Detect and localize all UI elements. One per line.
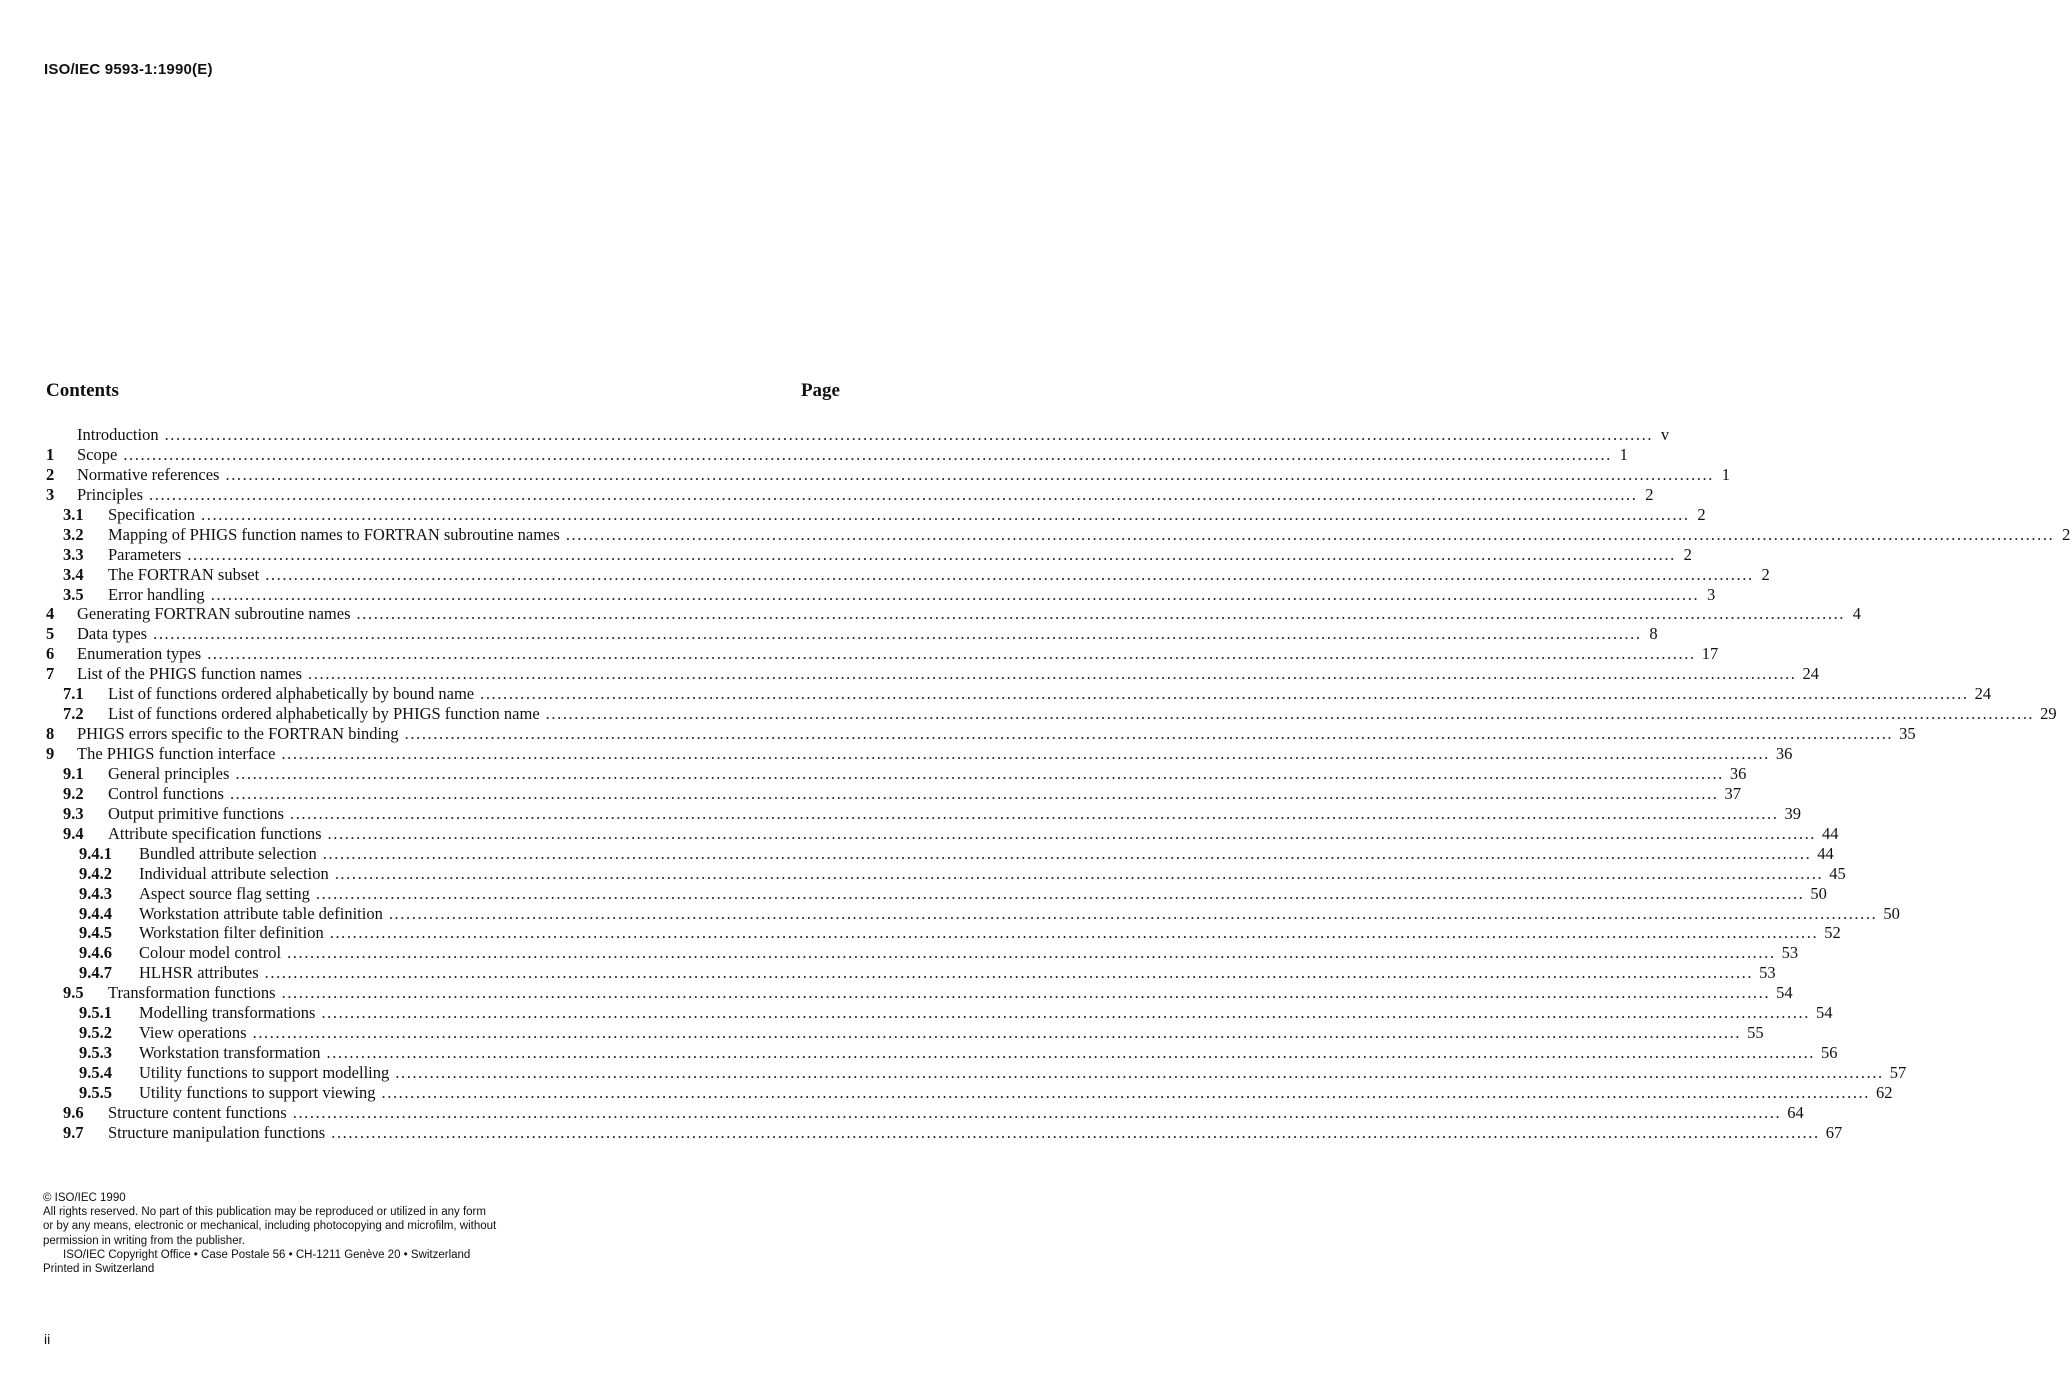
toc-entry-page: 3 — [1706, 584, 1716, 604]
toc-entry[interactable] — [46, 724, 1916, 744]
toc-entry-number: 9.4.4 — [79, 903, 112, 923]
dot-leader: .................................................................................................................................................................................................................................................................... — [356, 604, 1846, 624]
toc-entry-page: 37 — [1724, 783, 1741, 803]
toc-entry-title: Enumeration types — [77, 644, 207, 664]
toc-entry-number: 7.2 — [63, 704, 84, 724]
page-column-label: Page — [800, 380, 840, 401]
dot-leader: .................................................................................................................................................................................................................................................................... — [235, 763, 1724, 783]
toc-entry[interactable] — [46, 484, 1654, 505]
toc-entry-number: 9.3 — [63, 803, 84, 823]
toc-entry-number: 2 — [46, 464, 55, 484]
toc-entry-number: 1 — [46, 444, 55, 464]
toc-entry-title: Bundled attribute selection — [139, 844, 323, 864]
toc-entry[interactable] — [46, 444, 1628, 465]
toc-entry-title: Workstation filter definition — [139, 923, 330, 943]
toc-entry-title: List of the PHIGS function names — [77, 664, 308, 684]
toc-entry[interactable] — [46, 584, 1716, 605]
toc-entry-number: 9.4.5 — [79, 923, 112, 943]
toc-entry[interactable] — [46, 983, 1793, 1003]
toc-entry-title: Utility functions to support modelling — [139, 1063, 395, 1083]
toc-entry-page: 45 — [1829, 863, 1846, 883]
dot-leader: .................................................................................................................................................................................................................................................................... — [315, 883, 1805, 903]
toc-entry-number: 9.5.2 — [79, 1023, 112, 1043]
dot-leader: .................................................................................................................................................................................................................................................................... — [381, 1082, 1870, 1102]
toc-entry[interactable] — [46, 1063, 1907, 1083]
toc-entry[interactable] — [46, 863, 1846, 884]
toc-entry-number: 9.2 — [63, 783, 84, 803]
printed-in-line: Printed in Switzerland — [43, 1263, 155, 1276]
dot-leader: .................................................................................................................................................................................................................................................................... — [334, 863, 1824, 883]
toc-entry-title: Error handling — [108, 585, 211, 605]
dot-leader: .................................................................................................................................................................................................................................................................... — [281, 983, 1771, 1003]
dot-leader: .................................................................................................................................................................................................................................................................... — [565, 524, 2055, 544]
toc-entry[interactable] — [46, 544, 1692, 565]
toc-entry-title: Scope — [77, 445, 123, 465]
dot-leader: .................................................................................................................................................................................................................................................................... — [329, 923, 1819, 943]
toc-entry-page: 36 — [1775, 744, 1793, 763]
toc-entry-title: Workstation transformation — [139, 1043, 327, 1063]
toc-entry-number: 9.4.7 — [79, 963, 112, 983]
toc-entry-number: 4 — [46, 604, 55, 624]
toc-entry-title: Structure manipulation functions — [108, 1123, 331, 1143]
toc-entry-title: Individual attribute selection — [139, 864, 335, 884]
toc-entry-number: 6 — [46, 644, 55, 664]
dot-leader: .................................................................................................................................................................................................................................................................... — [264, 963, 1754, 983]
dot-leader: .................................................................................................................................................................................................................................................................... — [480, 684, 1969, 704]
toc-entry-page: 24 — [1802, 664, 1820, 684]
dot-leader: .................................................................................................................................................................................................................................................................... — [388, 903, 1878, 923]
dot-leader: .................................................................................................................................................................................................................................................................... — [281, 744, 1770, 763]
toc-entry-title: View operations — [139, 1023, 253, 1043]
toc-entry-page: 62 — [1876, 1082, 1893, 1102]
table-of-contents — [46, 425, 2070, 1143]
dot-leader: .................................................................................................................................................................................................................................................................... — [123, 444, 1612, 464]
dot-leader: .................................................................................................................................................................................................................................................................... — [265, 564, 1754, 584]
toc-entry-number: 3.5 — [63, 584, 84, 604]
toc-entry-number: 9.6 — [63, 1102, 84, 1122]
dot-leader: .................................................................................................................................................................................................................................................................... — [164, 425, 1654, 444]
toc-entry-number: 3.1 — [63, 504, 84, 524]
toc-entry-page: 8 — [1649, 624, 1658, 644]
toc-entry-number: 9.1 — [63, 763, 84, 783]
toc-entry-page: 2 — [1683, 544, 1692, 564]
dot-leader: .................................................................................................................................................................................................................................................................... — [187, 544, 1676, 564]
toc-entry-title: Specification — [108, 505, 201, 525]
dot-leader: .................................................................................................................................................................................................................................................................... — [292, 1102, 1782, 1122]
toc-entry-number: 9.5.5 — [79, 1082, 112, 1102]
toc-entry-title: General principles — [108, 764, 235, 784]
toc-entry-page: 50 — [1810, 883, 1827, 903]
toc-entry-number: 9.4.2 — [79, 863, 112, 883]
toc-entry-title: Utility functions to support viewing — [139, 1083, 382, 1103]
rights-line: permission in writing from the publisher. — [43, 1234, 245, 1247]
dot-leader: .................................................................................................................................................................................................................................................................... — [326, 1043, 1816, 1063]
toc-entry[interactable] — [46, 883, 1827, 904]
toc-entry-page: 50 — [1883, 903, 1900, 923]
toc-entry-title: Structure content functions — [108, 1103, 293, 1123]
toc-entry-page: 2 — [2062, 524, 2070, 544]
toc-entry-title: Data types — [77, 624, 153, 644]
toc-entry-page: 55 — [1747, 1023, 1764, 1043]
toc-entry-number: 3 — [46, 484, 55, 504]
toc-entry-number: 7.1 — [63, 684, 84, 704]
toc-entry-page: 64 — [1787, 1102, 1804, 1122]
rights-line: All rights reserved. No part of this publication may be reproduced or utilized in any form — [43, 1206, 486, 1219]
toc-entry[interactable] — [46, 624, 1658, 644]
dot-leader: .................................................................................................................................................................................................................................................................... — [289, 803, 1779, 823]
toc-entry[interactable] — [46, 1003, 1833, 1023]
toc-entry-title: The FORTRAN subset — [108, 565, 265, 585]
dot-leader: .................................................................................................................................................................................................................................................................... — [210, 584, 1700, 604]
dot-leader: .................................................................................................................................................................................................................................................................... — [404, 724, 1894, 744]
toc-entry[interactable] — [46, 664, 1820, 684]
toc-entry[interactable] — [46, 823, 1839, 844]
toc-entry[interactable] — [46, 464, 1730, 485]
toc-entry-page: 36 — [1729, 763, 1747, 783]
toc-entry-page: 52 — [1824, 923, 1841, 943]
toc-entry-title: Aspect source flag setting — [139, 884, 316, 904]
toc-entry-number: 7 — [46, 664, 55, 684]
toc-entry-title: Workstation attribute table definition — [139, 904, 389, 924]
contents-title: Contents — [46, 380, 119, 401]
toc-entry-page: 2 — [1645, 484, 1654, 504]
toc-entry[interactable] — [46, 763, 1747, 784]
toc-entry-title: Transformation functions — [108, 983, 282, 1003]
toc-entry[interactable] — [46, 1102, 1804, 1123]
document-identifier: ISO/IEC 9593-1:1990(E) — [44, 61, 213, 78]
toc-entry-page: 57 — [1889, 1063, 1907, 1082]
toc-entry-number: 9.4 — [63, 823, 84, 843]
toc-entry[interactable] — [46, 783, 1741, 804]
toc-entry-number: 9.5.4 — [79, 1063, 112, 1082]
toc-entry-title: HLHSR attributes — [139, 963, 265, 983]
toc-entry-page: 53 — [1759, 963, 1776, 983]
toc-entry-page: 44 — [1817, 843, 1834, 863]
toc-entry-number: 9.4.3 — [79, 883, 112, 903]
toc-entry-page: 56 — [1821, 1043, 1838, 1063]
toc-entry-number: 9.5.1 — [79, 1003, 112, 1023]
toc-entry-page: 1 — [1721, 464, 1730, 484]
toc-entry-number: 3.2 — [63, 524, 84, 544]
toc-entry-title: Normative references — [77, 465, 225, 485]
toc-entry[interactable] — [46, 504, 1706, 525]
toc-entry-page: 29 — [2040, 704, 2057, 724]
toc-entry-page: v — [1660, 425, 1670, 444]
toc-entry-title: List of functions ordered alphabetically by PHIGS function name — [108, 704, 546, 724]
toc-entry[interactable] — [46, 963, 1776, 983]
dot-leader: .................................................................................................................................................................................................................................................................... — [207, 644, 1696, 664]
toc-entry-number: 9.5.3 — [79, 1043, 112, 1063]
toc-entry-title: Attribute specification functions — [108, 824, 328, 844]
toc-entry[interactable] — [46, 644, 1719, 664]
toc-entry[interactable] — [46, 843, 1834, 864]
dot-leader: .................................................................................................................................................................................................................................................................... — [331, 1122, 1820, 1142]
dot-leader: .................................................................................................................................................................................................................................................................... — [225, 464, 1714, 484]
dot-leader: .................................................................................................................................................................................................................................................................... — [395, 1063, 1884, 1082]
toc-entry-title: Parameters — [108, 545, 187, 565]
toc-entry-title: Principles — [77, 485, 149, 505]
toc-entry[interactable] — [46, 1023, 1764, 1043]
toc-entry[interactable] — [46, 524, 2070, 545]
dot-leader: .................................................................................................................................................................................................................................................................... — [149, 484, 1638, 504]
toc-entry-page: 17 — [1701, 644, 1719, 664]
toc-entry-number: 9.4.1 — [79, 843, 112, 863]
toc-entry-title: PHIGS errors specific to the FORTRAN binding — [77, 724, 405, 744]
toc-entry-title: Mapping of PHIGS function names to FORTRAN subroutine names — [108, 525, 566, 545]
copyright-office-address: ISO/IEC Copyright Office • Case Postale 56 • CH-1211 Genève 20 • Switzerland — [63, 1248, 471, 1261]
toc-entry-number: 9.4.6 — [79, 943, 112, 963]
toc-entry-number: 9.7 — [63, 1122, 84, 1142]
toc-entry-title: Introduction — [77, 425, 165, 445]
toc-entry[interactable] — [46, 564, 1770, 585]
toc-entry-page: 54 — [1776, 983, 1793, 1003]
toc-entry[interactable] — [46, 744, 1793, 764]
dot-leader: .................................................................................................................................................................................................................................................................... — [201, 504, 1690, 524]
toc-entry[interactable] — [46, 1082, 1893, 1103]
dot-leader: .................................................................................................................................................................................................................................................................... — [252, 1023, 1742, 1043]
toc-entry-page: 2 — [1761, 564, 1770, 584]
toc-entry-number: 3.3 — [63, 544, 84, 564]
rights-line: or by any means, electronic or mechanical, including photocopying and microfilm, without — [43, 1220, 497, 1233]
toc-entry-page: 39 — [1784, 803, 1801, 823]
dot-leader: .................................................................................................................................................................................................................................................................... — [327, 823, 1817, 843]
page-number: ii — [44, 1331, 51, 1347]
toc-entry-title: List of functions ordered alphabetically by bound name — [108, 684, 480, 704]
toc-entry-page: 53 — [1781, 943, 1799, 963]
toc-entry-number: 9 — [46, 744, 55, 763]
copyright-notice — [43, 1191, 496, 1276]
toc-entry-title: Modelling transformations — [139, 1003, 321, 1023]
dot-leader: .................................................................................................................................................................................................................................................................... — [153, 624, 1642, 644]
toc-entry[interactable] — [46, 684, 1992, 704]
toc-entry-page: 1 — [1619, 444, 1628, 464]
toc-entry-page: 44 — [1822, 823, 1839, 843]
dot-leader: .................................................................................................................................................................................................................................................................... — [545, 704, 2035, 724]
toc-entry-page: 35 — [1899, 724, 1916, 744]
toc-entry-page: 2 — [1697, 504, 1706, 524]
dot-leader: .................................................................................................................................................................................................................................................................... — [321, 1003, 1810, 1023]
toc-entry-page: 54 — [1815, 1003, 1833, 1023]
toc-entry[interactable] — [46, 943, 1799, 963]
toc-entry[interactable] — [46, 1122, 1843, 1143]
toc-entry-title: Control functions — [108, 784, 230, 804]
toc-entry[interactable] — [46, 803, 1801, 824]
toc-entry-page: 24 — [1974, 684, 1992, 704]
copyright-line: © ISO/IEC 1990 — [43, 1192, 126, 1204]
dot-leader: .................................................................................................................................................................................................................................................................... — [308, 664, 1797, 684]
toc-entry-page: 4 — [1852, 604, 1862, 624]
toc-entry-number: 5 — [46, 624, 55, 644]
toc-entry[interactable] — [46, 704, 2057, 724]
toc-entry[interactable] — [46, 425, 1670, 445]
toc-entry-number: 9.5 — [63, 983, 84, 1003]
toc-entry-number: 3.4 — [63, 564, 84, 584]
dot-leader: .................................................................................................................................................................................................................................................................... — [287, 943, 1776, 963]
toc-entry[interactable] — [46, 903, 1900, 924]
toc-entry-title: The PHIGS function interface — [77, 744, 281, 764]
dot-leader: .................................................................................................................................................................................................................................................................... — [229, 783, 1719, 803]
toc-entry-title: Generating FORTRAN subroutine names — [77, 604, 357, 624]
toc-entry[interactable] — [46, 604, 1862, 624]
toc-entry[interactable] — [46, 1043, 1838, 1063]
dot-leader: .................................................................................................................................................................................................................................................................... — [322, 843, 1812, 863]
toc-entry[interactable] — [46, 923, 1841, 943]
toc-entry-number: 8 — [46, 724, 55, 744]
toc-entry-page: 67 — [1825, 1122, 1843, 1142]
toc-entry-title: Output primitive functions — [108, 804, 290, 824]
toc-entry-title: Colour model control — [139, 943, 287, 963]
